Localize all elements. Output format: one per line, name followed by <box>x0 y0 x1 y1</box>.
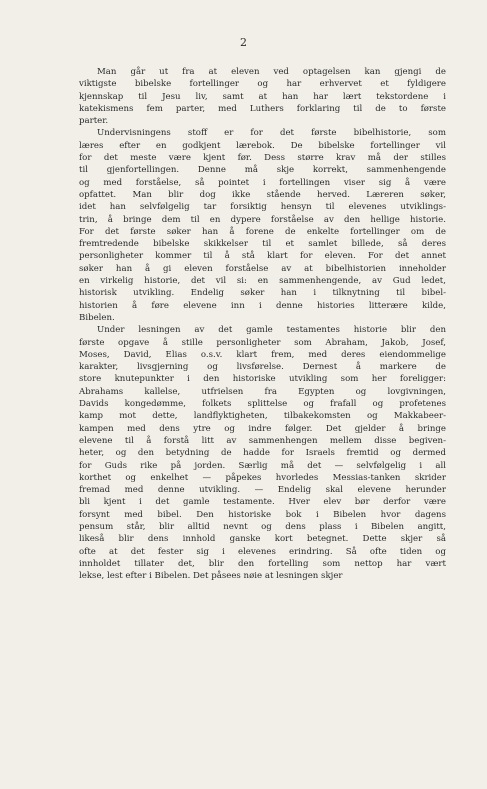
text-line: og med forståelse, så pointet i fortellingen viser sig å være <box>79 177 446 188</box>
text-line: historisk utvikling. Endelig søker han i tilknytning til bibel- <box>79 288 446 299</box>
text-line: fremad med denne utvikling. — Endelig skal elevene herunder <box>79 485 446 496</box>
text-line: karakter, livsgjerning og livsførelse. Dernest å markere de <box>79 362 446 373</box>
text-line: forsynt med bibel. Den historiske bok i Bibelen hvor dagens <box>79 509 446 520</box>
text-line: opfattet. Man blir dog ikke stående herved. Læreren søker, <box>79 189 446 200</box>
text-line: korthet og enkelhet — påpekes hvorledes Messias-tanken skrider <box>79 472 446 483</box>
paragraph <box>79 127 446 324</box>
text-line: kamp mot dette, landflyktigheten, tilbakekomsten og Makkabeer- <box>79 411 446 422</box>
text-line: til gjenfortellingen. Denne må skje korrekt, sammenhengende <box>79 165 446 176</box>
text-line: Undervisningens stoff er for det første bibelhistorie, som <box>97 128 446 139</box>
text-line: viktigste bibelske fortellinger og har erhvervet et fyldigere <box>79 79 446 90</box>
text-line: Davids kongedømme, folkets splittelse og frafall og profetenes <box>79 399 446 410</box>
text-line: Under lesningen av det gamle testamentes historie blir den <box>97 325 446 336</box>
text-line: Bibelen. <box>79 312 115 323</box>
text-line: personligheter kommer til å stå klart for eleven. For det annet <box>79 251 446 262</box>
text-line: en virkelig historie, det vil si: en sammenhengende, av Gud ledet, <box>79 276 446 287</box>
text-line: elevene til å forstå litt av sammenhengen mellem disse begiven- <box>79 435 446 446</box>
text-line: fremtredende bibelske skikkelser til et samlet billede, så deres <box>79 239 446 250</box>
page-number: 2 <box>240 36 247 49</box>
text-line: Moses, David, Elias o.s.v. klart frem, med deres eiendommelige <box>79 349 446 360</box>
text-line: ofte at det fester sig i elevenes erindring. Så ofte tiden og <box>79 546 446 557</box>
paragraph <box>79 66 446 127</box>
text-line: innholdet tillater det, blir den fortelling som nettop har vært <box>79 558 446 569</box>
text-line: Man går ut fra at eleven ved optagelsen kan gjengi de <box>97 67 446 77</box>
text-line: kampen med dens ytre og indre følger. Det gjelder å bringe <box>79 423 446 434</box>
text-line: idet han selvfølgelig tar forsiktig hensyn til elevenes utviklings- <box>79 202 446 213</box>
body-text <box>79 66 446 582</box>
text-line: likeså blir dens innhold ganske kort betegnet. Dette skjer så <box>79 534 446 545</box>
text-line: katekismens fem parter, med Luthers forklaring til de to første <box>79 103 446 114</box>
text-line: For det første søker han å forene de enkelte fortellinger om de <box>79 226 446 237</box>
text-line: Abrahams kallelse, utfrielsen fra Egypten og lovgivningen, <box>79 386 446 397</box>
text-line: store knutepunkter i den historiske utvikling som her foreligger: <box>79 374 446 385</box>
text-line: søker han å gi eleven forståelse av at bibelhistorien inneholder <box>79 263 446 274</box>
text-line: trin, å bringe dem til en dypere forståelse av den hellige historie. <box>79 214 446 225</box>
text-line: for Guds rike på jorden. Særlig må det — selvfølgelig i all <box>79 460 446 471</box>
text-line: pensum står, blir alltid nevnt og dens plass i Bibelen angitt, <box>79 521 446 532</box>
text-line: parter. <box>79 116 109 127</box>
text-line: historien å føre elevene inn i denne histories litterære kilde, <box>79 300 446 311</box>
text-line: bli kjent i det gamle testamente. Hver elev bør derfor være <box>79 497 446 508</box>
text-line: lekse, lest efter i Bibelen. Det påsees nøie at lesningen skjer <box>79 571 343 582</box>
text-line: kjennskap til Jesu liv, samt at han har lært tekstordene i <box>79 91 446 102</box>
text-line: læres efter en godkjent lærebok. De bibelske fortellinger vil <box>79 140 446 151</box>
paragraph <box>79 324 446 582</box>
text-line: heter, og den betydning de hadde for Israels fremtid og dermed <box>79 448 446 459</box>
text-line: for det meste være kjent før. Dess større krav må der stilles <box>79 153 446 164</box>
text-line: første opgave å stille personligheter som Abraham, Jakob, Josef, <box>79 337 446 348</box>
